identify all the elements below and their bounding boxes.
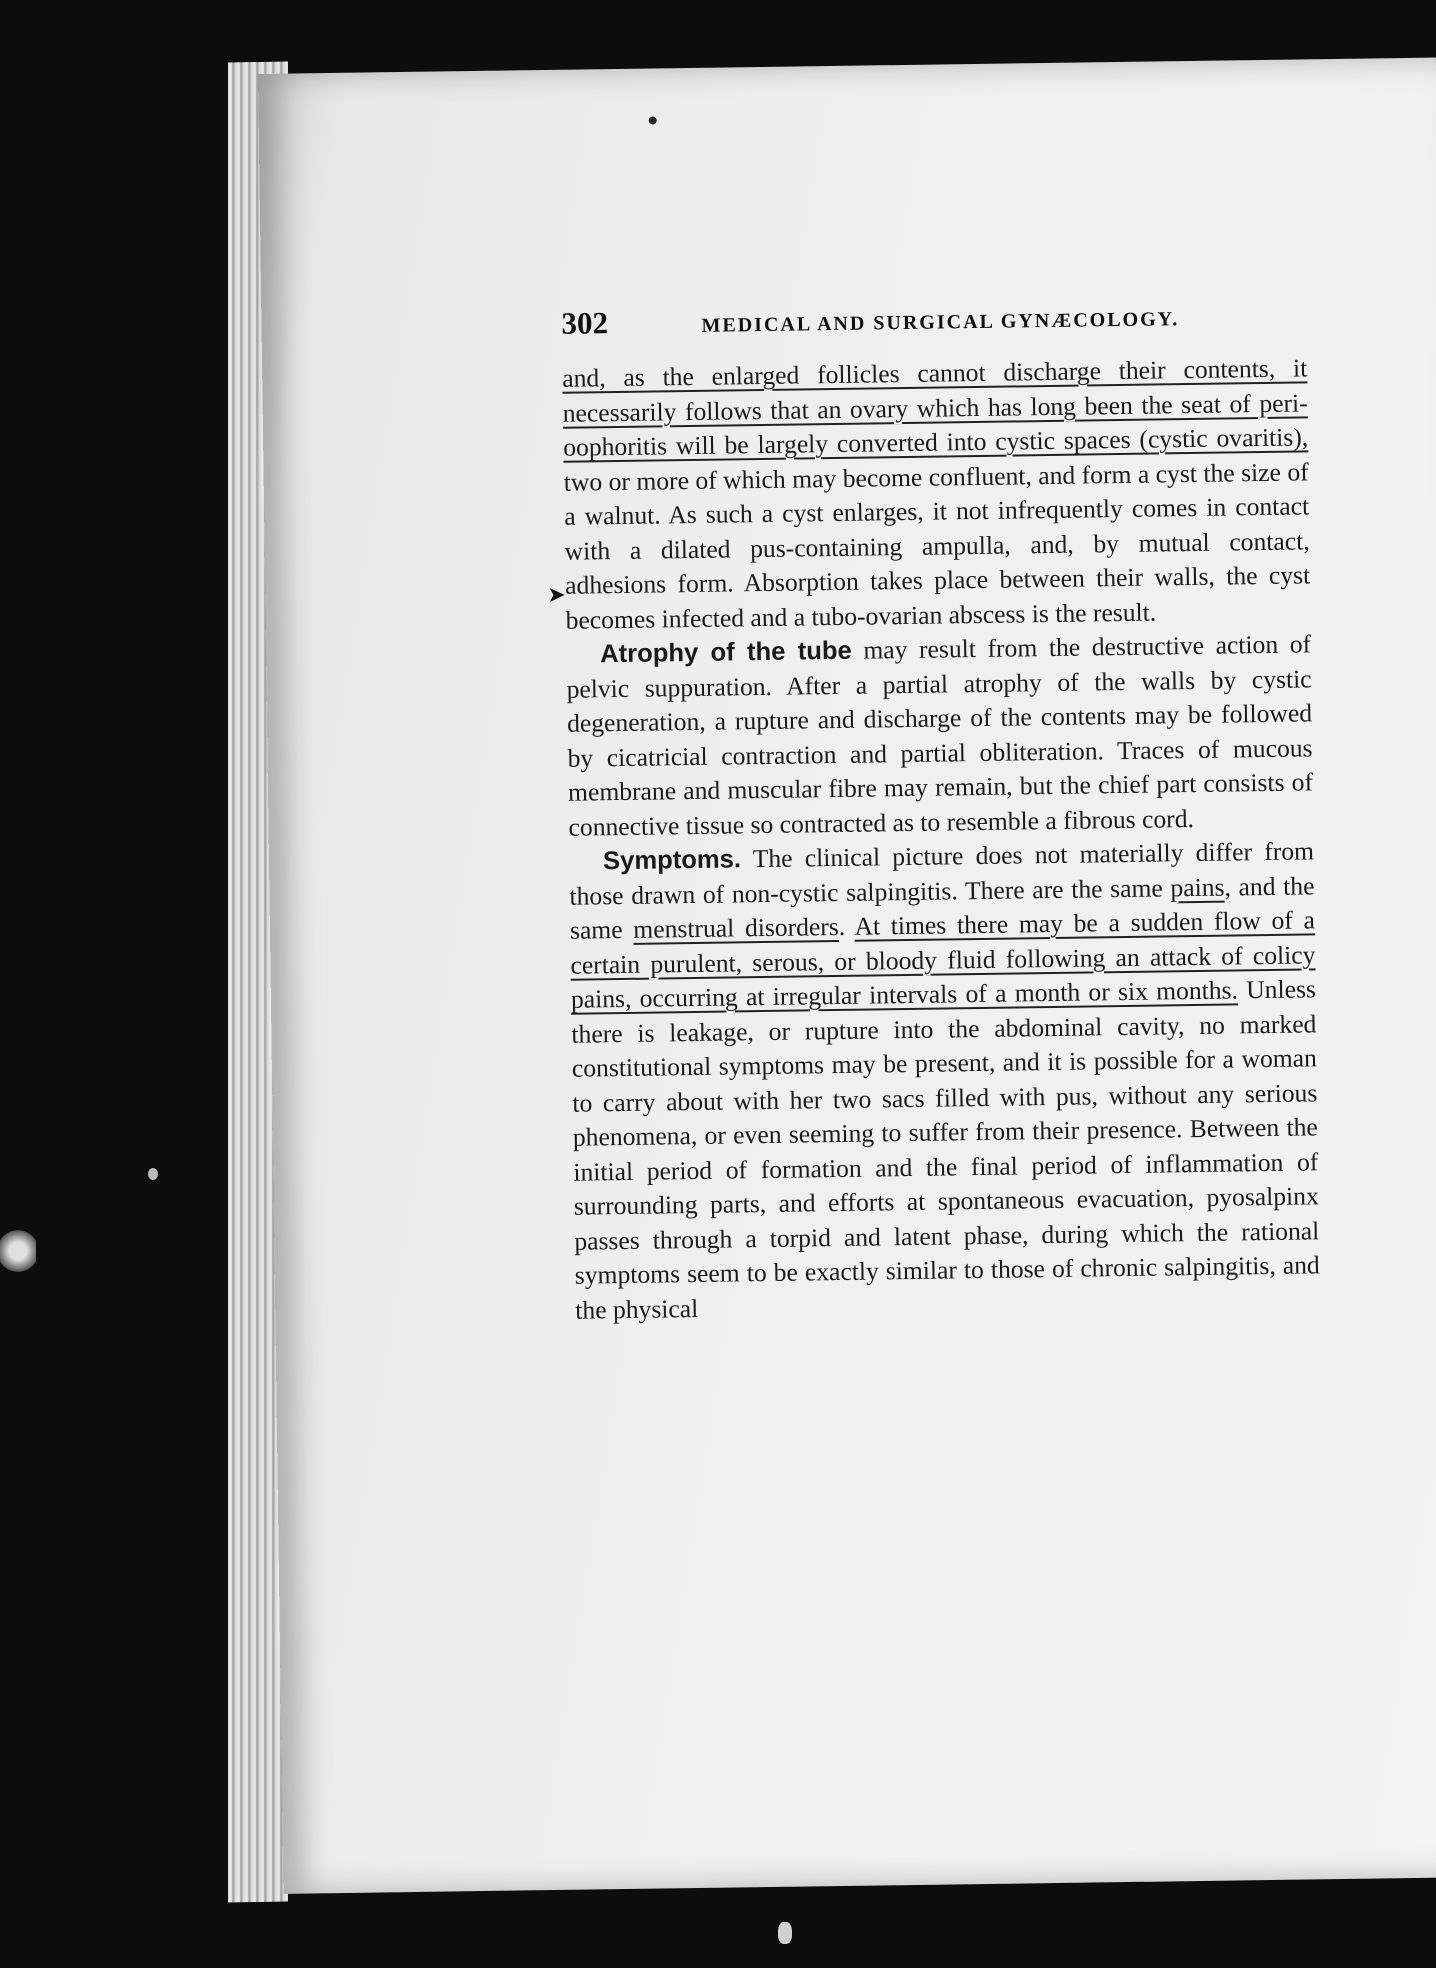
book-page	[258, 58, 1436, 1894]
underlined-passage: At times there may be a sudden flow of a certain purulent, serous, or bloody fluid following an attack of colicy pains, occurring at irregular intervals of a month or six months.	[570, 905, 1316, 1014]
margin-arrow-mark: ➤	[547, 581, 566, 608]
margin-speck	[148, 1168, 158, 1180]
running-head: MEDICAL AND SURGICAL GYNÆCOLOGY.	[701, 308, 1180, 337]
paragraph-text: two or more of which may become confluent, and form a cyst the size of a walnut. As such a cyst enlarges, it not infrequently comes in contact with a dilated pus-containing ampulla, and, by mutual contact, adhesions form. Absorption takes place between their walls, the cyst becomes infected and a tubo-ovarian abscess is the result.	[563, 456, 1311, 635]
underlined-menstrual-disorders: menstrual disorders	[633, 911, 839, 944]
ink-dot	[649, 116, 657, 124]
page-number: 302	[561, 305, 609, 341]
paragraph-text: , and the same	[569, 870, 1315, 945]
paragraph-text: .	[838, 911, 855, 941]
binding-blemish	[0, 1228, 36, 1274]
underlined-passage: and, as the enlarged follicles cannot discharge their contents, it necessarily follows that an ovary which has long been the seat of peri-oophoritis will be largely converted into cystic spaces (cystic ovaritis),	[562, 353, 1309, 462]
section-heading-atrophy: Atrophy of the tube	[599, 636, 852, 669]
bottom-speck	[778, 1922, 792, 1944]
paragraph-text: The clinical picture does not materially differ from those drawn of non-cystic salpingitis. There are the same	[569, 836, 1315, 911]
body-text	[562, 351, 1320, 1327]
page-header	[561, 293, 1436, 342]
paragraph-ovaritis	[562, 351, 1311, 637]
paragraph-text: may result from the destructive action of pelvic suppuration. After a partial atrophy of the walls by cystic degeneration, a rupture and discharge of the contents may be followed by cicatricial contraction and partial obliteration. Traces of mucous membrane and muscular fibre may remain, but the chief part consists of connective tissue so contracted as to resemble a fibrous cord.	[566, 629, 1314, 842]
section-heading-symptoms: Symptoms.	[602, 845, 742, 876]
underlined-word-pains: pains	[1170, 872, 1225, 902]
paragraph-atrophy	[566, 627, 1314, 844]
paragraph-symptoms	[569, 834, 1321, 1327]
paragraph-text: Unless there is leakage, or rupture into the abdominal cavity, no marked constitutional symptoms may be present, and it is possible for a woman to carry about with her two sacs filled with pus, without any serious phenomena, or even seeming to suffer from their presence. Between the initial period of formation and the final period of inflammation of surrounding parts, and efforts at spontaneous evacuation, pyosalpinx passes through a torpid and latent phase, during which the rational symptoms seem to be exactly similar to those of chronic salpingitis, and the physical	[571, 974, 1320, 1325]
